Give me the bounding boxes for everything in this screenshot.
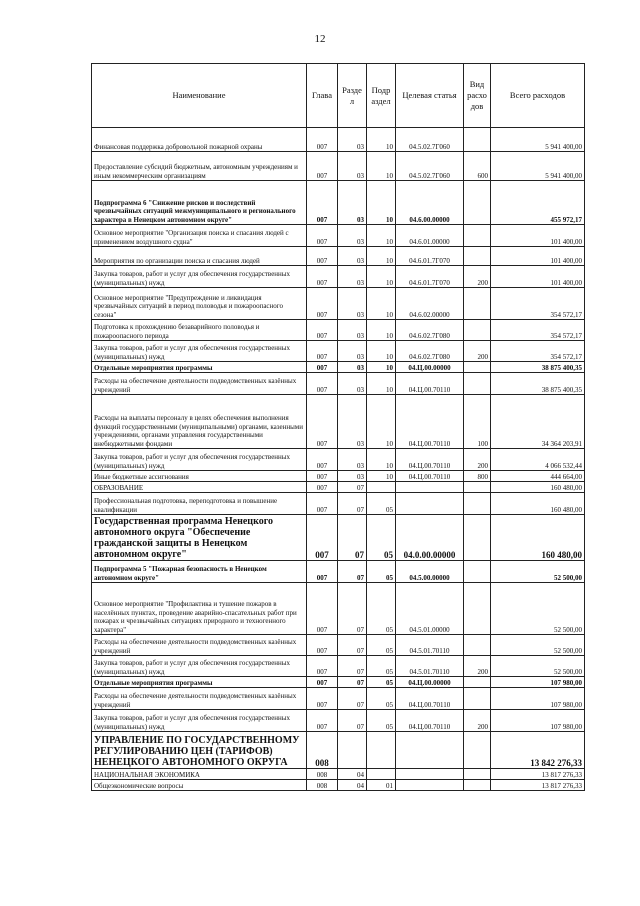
cell-razdel: 03: [338, 471, 367, 482]
cell-target: 04.5.01.70110: [396, 635, 464, 656]
cell-glava: 007: [307, 225, 338, 247]
cell-vid: 800: [464, 471, 491, 482]
cell-podrazdel: 10: [367, 449, 396, 471]
cell-vid: [464, 225, 491, 247]
cell-vid: [464, 493, 491, 515]
cell-vid: [464, 583, 491, 635]
table-row: [92, 471, 585, 482]
cell-name: Подготовка к прохождению безаварийного половодья и пожароопасного периода: [92, 320, 307, 341]
cell-total: 52 500,00: [491, 656, 585, 677]
cell-glava: 007: [307, 482, 338, 493]
cell-vid: [464, 635, 491, 656]
cell-podrazdel: 05: [367, 635, 396, 656]
cell-razdel: 07: [338, 656, 367, 677]
cell-glava: 007: [307, 373, 338, 395]
cell-razdel: 07: [338, 677, 367, 688]
cell-target: 04.5.02.7Г060: [396, 128, 464, 152]
cell-razdel: 03: [338, 181, 367, 225]
table-row: [92, 732, 585, 769]
cell-glava: 007: [307, 181, 338, 225]
cell-total: 13 817 276,33: [491, 769, 585, 780]
cell-target: [396, 769, 464, 780]
cell-target: 04.6.01.7Г070: [396, 247, 464, 266]
cell-target: [396, 732, 464, 769]
cell-glava: 007: [307, 635, 338, 656]
cell-name: Основное мероприятие "Предупреждение и ликвидация чрезвычайных ситуаций в период половодья и пожароопасного сезона": [92, 288, 307, 320]
cell-vid: 200: [464, 449, 491, 471]
cell-vid: 100: [464, 395, 491, 449]
table-row: [92, 225, 585, 247]
cell-total: 13 817 276,33: [491, 780, 585, 791]
cell-total: 38 875 400,35: [491, 362, 585, 373]
table-row: [92, 780, 585, 791]
cell-vid: 200: [464, 710, 491, 732]
table-row: [92, 362, 585, 373]
cell-total: 5 941 400,00: [491, 128, 585, 152]
cell-razdel: 07: [338, 493, 367, 515]
table-row: [92, 482, 585, 493]
cell-vid: [464, 561, 491, 583]
cell-podrazdel: 01: [367, 780, 396, 791]
cell-name: Расходы на обеспечение деятельности подведомственных казённых учреждений: [92, 635, 307, 656]
cell-name: Общеэкономические вопросы: [92, 780, 307, 791]
cell-podrazdel: 10: [367, 247, 396, 266]
cell-target: 04.5.02.7Г060: [396, 152, 464, 181]
cell-name: Расходы на обеспечение деятельности подведомственных казённых учреждений: [92, 688, 307, 710]
cell-name: Подпрограмма 5 "Пожарная безопасность в Ненецком автономном округе": [92, 561, 307, 583]
cell-vid: [464, 320, 491, 341]
cell-total: 160 480,00: [491, 515, 585, 561]
cell-vid: [464, 515, 491, 561]
cell-name: Финансовая поддержка добровольной пожарной охраны: [92, 128, 307, 152]
cell-name: Расходы на выплаты персоналу в целях обеспечения выполнения функций государственными (муниципальными) органами, казенными учреждениями, органами управления государственными внебюджетными фондами: [92, 395, 307, 449]
table-row: [92, 395, 585, 449]
cell-razdel: 03: [338, 128, 367, 152]
cell-razdel: 04: [338, 769, 367, 780]
cell-glava: 007: [307, 266, 338, 288]
cell-podrazdel: 10: [367, 225, 396, 247]
cell-glava: 007: [307, 152, 338, 181]
cell-total: 5 941 400,00: [491, 152, 585, 181]
cell-total: 107 980,00: [491, 677, 585, 688]
cell-glava: 007: [307, 395, 338, 449]
cell-glava: 007: [307, 493, 338, 515]
cell-vid: [464, 688, 491, 710]
cell-name: Подпрограмма 6 "Снижение рисков и последствий чрезвычайных ситуаций межмуниципального и регионального характера в Ненецком автономном округе": [92, 181, 307, 225]
cell-podrazdel: 05: [367, 515, 396, 561]
cell-podrazdel: 05: [367, 493, 396, 515]
cell-razdel: 07: [338, 688, 367, 710]
cell-podrazdel: 05: [367, 583, 396, 635]
cell-total: 101 400,00: [491, 247, 585, 266]
cell-total: 160 480,00: [491, 482, 585, 493]
cell-vid: [464, 362, 491, 373]
cell-name: Государственная программа Ненецкого автономного округа "Обеспечение гражданской защиты в Ненецком автономном округе": [92, 515, 307, 561]
cell-razdel: 03: [338, 247, 367, 266]
cell-razdel: 07: [338, 561, 367, 583]
cell-target: 04.5.01.00000: [396, 583, 464, 635]
table-row: [92, 181, 585, 225]
cell-vid: 200: [464, 341, 491, 362]
cell-target: 04.Ц.00.70110: [396, 373, 464, 395]
cell-vid: 600: [464, 152, 491, 181]
header-vid: Вид расхо дов: [464, 64, 491, 128]
table-row: [92, 710, 585, 732]
cell-vid: [464, 288, 491, 320]
cell-name: Отдельные мероприятия программы: [92, 677, 307, 688]
table-body: [92, 128, 585, 791]
cell-podrazdel: 05: [367, 688, 396, 710]
cell-target: 04.6.01.7Г070: [396, 266, 464, 288]
cell-target: 04.Ц.00.00000: [396, 677, 464, 688]
cell-podrazdel: [367, 732, 396, 769]
cell-target: 04.5.00.00000: [396, 561, 464, 583]
cell-vid: 200: [464, 266, 491, 288]
table-row: [92, 341, 585, 362]
cell-podrazdel: 05: [367, 677, 396, 688]
cell-name: Основное мероприятие "Профилактика и тушение пожаров в населённых пунктах, проведение аварийно-спасательных работ при пожарах и чрезвычайных ситуациях природного и техногенного характера": [92, 583, 307, 635]
cell-name: Профессиональная подготовка, переподготовка и повышение квалификации: [92, 493, 307, 515]
header-podrazdel: Подр аздел: [367, 64, 396, 128]
cell-name: Отдельные мероприятия программы: [92, 362, 307, 373]
cell-total: 455 972,17: [491, 181, 585, 225]
table-row: [92, 320, 585, 341]
cell-razdel: 03: [338, 320, 367, 341]
cell-razdel: 03: [338, 395, 367, 449]
budget-table: [91, 63, 585, 791]
cell-name: Закупка товаров, работ и услуг для обеспечения государственных (муниципальных) нужд: [92, 341, 307, 362]
cell-vid: [464, 181, 491, 225]
cell-target: 04.Ц.00.00000: [396, 362, 464, 373]
cell-glava: 007: [307, 471, 338, 482]
cell-podrazdel: 10: [367, 152, 396, 181]
cell-podrazdel: 10: [367, 362, 396, 373]
cell-glava: 007: [307, 288, 338, 320]
cell-podrazdel: 10: [367, 320, 396, 341]
cell-total: 4 066 532,44: [491, 449, 585, 471]
cell-podrazdel: 10: [367, 128, 396, 152]
cell-podrazdel: 10: [367, 288, 396, 320]
table-row: [92, 688, 585, 710]
cell-razdel: 03: [338, 288, 367, 320]
cell-razdel: 04: [338, 780, 367, 791]
table-row: [92, 152, 585, 181]
table-row: [92, 247, 585, 266]
cell-glava: 007: [307, 583, 338, 635]
cell-total: 52 500,00: [491, 635, 585, 656]
cell-vid: 200: [464, 656, 491, 677]
cell-total: 160 480,00: [491, 493, 585, 515]
cell-podrazdel: 10: [367, 373, 396, 395]
cell-razdel: 07: [338, 710, 367, 732]
cell-name: УПРАВЛЕНИЕ ПО ГОСУДАРСТВЕННОМУ РЕГУЛИРОВАНИЮ ЦЕН (ТАРИФОВ) НЕНЕЦКОГО АВТОНОМНОГО ОКРУГА: [92, 732, 307, 769]
cell-target: 04.Ц.00.70110: [396, 710, 464, 732]
cell-name: Закупка товаров, работ и услуг для обеспечения государственных (муниципальных) нужд: [92, 266, 307, 288]
cell-razdel: 07: [338, 482, 367, 493]
cell-name: ОБРАЗОВАНИЕ: [92, 482, 307, 493]
cell-total: 107 980,00: [491, 710, 585, 732]
cell-total: 354 572,17: [491, 288, 585, 320]
cell-target: [396, 780, 464, 791]
cell-vid: [464, 373, 491, 395]
table-row: [92, 635, 585, 656]
cell-razdel: 03: [338, 373, 367, 395]
cell-glava: 007: [307, 362, 338, 373]
header-row: [92, 64, 585, 128]
table-row: [92, 288, 585, 320]
cell-podrazdel: 10: [367, 181, 396, 225]
table-row: [92, 373, 585, 395]
table-row: [92, 656, 585, 677]
cell-razdel: 07: [338, 635, 367, 656]
cell-total: 354 572,17: [491, 341, 585, 362]
cell-target: 04.Ц.00.70110: [396, 688, 464, 710]
cell-glava: 007: [307, 247, 338, 266]
cell-podrazdel: 05: [367, 656, 396, 677]
cell-target: 04.Ц.00.70110: [396, 395, 464, 449]
cell-vid: [464, 482, 491, 493]
cell-glava: 007: [307, 656, 338, 677]
cell-name: Предоставление субсидий бюджетным, автономным учреждениям и иным некоммерческим организациям: [92, 152, 307, 181]
cell-name: Основное мероприятие "Организация поиска и спасания людей с применением воздушного судна": [92, 225, 307, 247]
cell-target: 04.5.01.70110: [396, 656, 464, 677]
cell-razdel: 03: [338, 152, 367, 181]
cell-name: Иные бюджетные ассигнования: [92, 471, 307, 482]
cell-podrazdel: 10: [367, 395, 396, 449]
cell-glava: 007: [307, 341, 338, 362]
table-row: [92, 266, 585, 288]
cell-glava: 008: [307, 780, 338, 791]
cell-target: 04.6.01.00000: [396, 225, 464, 247]
header-razdel: Разде л: [338, 64, 367, 128]
cell-target: 04.6.02.7Г080: [396, 341, 464, 362]
cell-glava: 007: [307, 677, 338, 688]
cell-podrazdel: 10: [367, 471, 396, 482]
cell-target: [396, 482, 464, 493]
cell-podrazdel: 10: [367, 341, 396, 362]
cell-glava: 008: [307, 769, 338, 780]
cell-podrazdel: 05: [367, 710, 396, 732]
header-glava: Глава: [307, 64, 338, 128]
page-number: 12: [314, 33, 326, 45]
cell-glava: 007: [307, 561, 338, 583]
cell-name: Закупка товаров, работ и услуг для обеспечения государственных (муниципальных) нужд: [92, 449, 307, 471]
cell-name: Закупка товаров, работ и услуг для обеспечения государственных (муниципальных) нужд: [92, 710, 307, 732]
cell-vid: [464, 780, 491, 791]
cell-podrazdel: 05: [367, 561, 396, 583]
cell-glava: 007: [307, 320, 338, 341]
cell-razdel: 03: [338, 449, 367, 471]
cell-total: 107 980,00: [491, 688, 585, 710]
cell-total: 444 664,00: [491, 471, 585, 482]
table-row: [92, 561, 585, 583]
cell-razdel: 03: [338, 341, 367, 362]
cell-total: 38 875 400,35: [491, 373, 585, 395]
cell-vid: [464, 732, 491, 769]
cell-glava: 007: [307, 449, 338, 471]
cell-vid: [464, 247, 491, 266]
cell-razdel: 07: [338, 583, 367, 635]
table-row: [92, 769, 585, 780]
cell-glava: 008: [307, 732, 338, 769]
cell-target: 04.6.02.7Г080: [396, 320, 464, 341]
cell-target: 04.6.00.00000: [396, 181, 464, 225]
cell-podrazdel: [367, 482, 396, 493]
cell-total: 52 500,00: [491, 561, 585, 583]
cell-total: 101 400,00: [491, 225, 585, 247]
cell-target: 04.0.00.00000: [396, 515, 464, 561]
cell-glava: 007: [307, 710, 338, 732]
cell-total: 354 572,17: [491, 320, 585, 341]
cell-total: 13 842 276,33: [491, 732, 585, 769]
cell-name: Расходы на обеспечение деятельности подведомственных казённых учреждений: [92, 373, 307, 395]
cell-razdel: 03: [338, 225, 367, 247]
cell-target: 04.Ц.00.70110: [396, 471, 464, 482]
cell-razdel: 03: [338, 362, 367, 373]
cell-vid: [464, 769, 491, 780]
cell-glava: 007: [307, 128, 338, 152]
cell-vid: [464, 677, 491, 688]
table-row: [92, 128, 585, 152]
cell-glava: 007: [307, 515, 338, 561]
header-total: Всего расходов: [491, 64, 585, 128]
table-row: [92, 493, 585, 515]
table-row: [92, 583, 585, 635]
table-row: [92, 449, 585, 471]
table-row: [92, 515, 585, 561]
cell-razdel: [338, 732, 367, 769]
cell-total: 34 364 203,91: [491, 395, 585, 449]
cell-name: НАЦИОНАЛЬНАЯ ЭКОНОМИКА: [92, 769, 307, 780]
cell-total: 101 400,00: [491, 266, 585, 288]
cell-razdel: 07: [338, 515, 367, 561]
cell-name: Закупка товаров, работ и услуг для обеспечения государственных (муниципальных) нужд: [92, 656, 307, 677]
header-name: Наименование: [92, 64, 307, 128]
cell-target: 04.6.02.00000: [396, 288, 464, 320]
cell-glava: 007: [307, 688, 338, 710]
cell-vid: [464, 128, 491, 152]
cell-podrazdel: 10: [367, 266, 396, 288]
header-target: Целевая статья: [396, 64, 464, 128]
table-row: [92, 677, 585, 688]
cell-podrazdel: [367, 769, 396, 780]
cell-target: 04.Ц.00.70110: [396, 449, 464, 471]
cell-total: 52 500,00: [491, 583, 585, 635]
cell-name: Мероприятия по организации поиска и спасания людей: [92, 247, 307, 266]
cell-razdel: 03: [338, 266, 367, 288]
cell-target: [396, 493, 464, 515]
